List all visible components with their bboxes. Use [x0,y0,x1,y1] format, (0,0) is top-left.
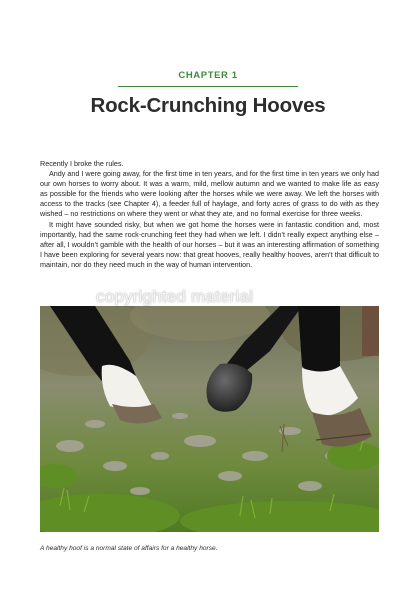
body-text [40,159,379,270]
paragraph: Recently I broke the rules. [40,159,124,168]
hoof-photo-illustration [40,306,379,532]
chapter-rule [118,86,298,87]
chapter-title: Rock-Crunching Hooves [90,94,326,117]
photo-caption: A healthy hoof is a normal state of affairs for a healthy horse. [40,545,218,552]
watermark: copyrighted material [96,287,254,306]
chapter-label: CHAPTER 1 [178,70,238,81]
paragraph: It might have sounded risky, but when we got home the horses were in fantastic condition and, most importantly, had the same rock-crunching feet they had when we left. I didn’t really expect anything else – after all, I wouldn’t gamble with the health of our horses – but it was an interesting affirmation of something I have been exploring for several years now: that great hooves, really healthy hooves, aren’t that difficult to maintain, nor do they need much in the way of human intervention. [40,219,379,269]
paragraph: Andy and I were going away, for the first time in ten years, and for the first time in ten years we only had our own horses to worry about. It was a warm, mild, mellow autumn and we wanted to make life as easy as possible for the friends who were looking after the horses while we were away. We left the horses with access to the tracks (see Chapter 4), a feeder full of haylage, and forty acres of grass to do with as they wished – no restrictions on where they went or what they ate, and no formal exercise for three weeks. [40,169,379,219]
hoof-photo [40,306,379,532]
